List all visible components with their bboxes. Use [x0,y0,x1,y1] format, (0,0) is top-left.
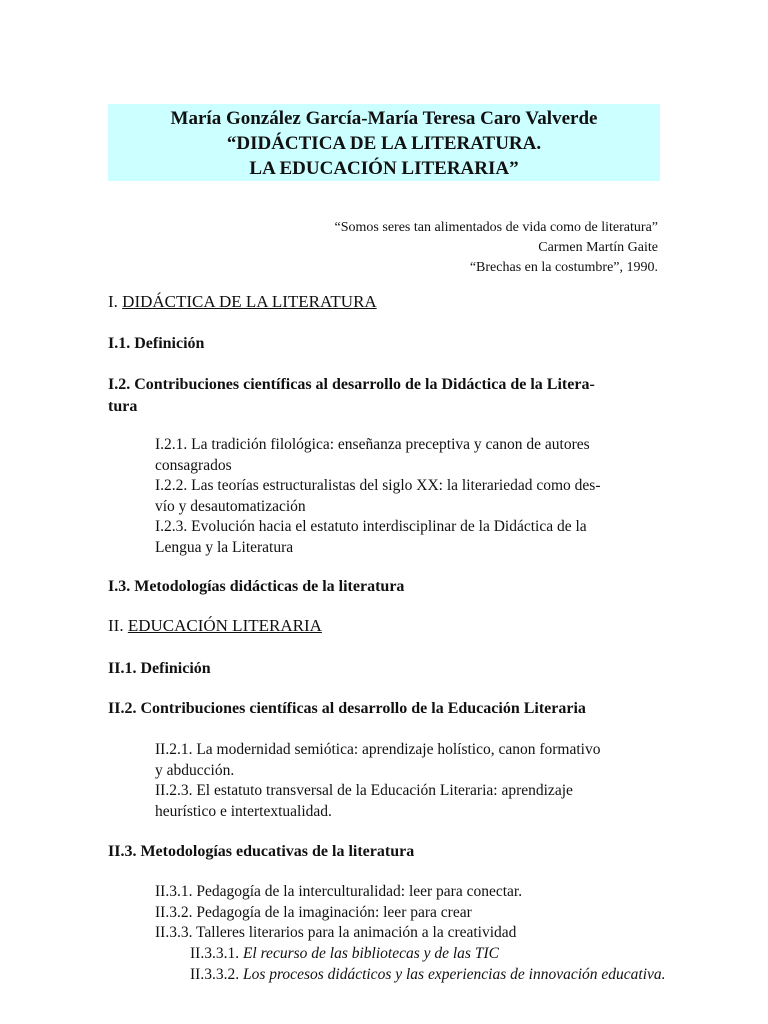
item-1-2-3-line-1: I.2.3. Evolución hacia el estatuto interdisciplinar de la Didáctica de la [155,518,587,535]
section-2-title: EDUCACIÓN LITERARIA [127,616,322,635]
subsection-1-1: I.1. Definición [108,335,205,352]
subsection-1-2-line-1: I.2. Contribuciones científicas al desarrollo de la Didáctica de la Litera- [108,376,595,393]
section-2-number: II. [108,616,124,635]
item-1-2-1-line-1: I.2.1. La tradición filológica: enseñanza preceptiva y canon de autores [155,436,590,453]
section-1-heading [108,292,377,312]
item-2-3-3-2-number: II.3.3.2. [190,966,240,983]
item-2-2-3-line-1: II.2.3. El estatuto transversal de la Educación Literaria: aprendizaje [155,782,573,799]
subsection-2-2: II.2. Contribuciones científicas al desarrollo de la Educación Literaria [108,700,586,717]
item-2-2-1-line-2: y abducción. [155,762,235,779]
item-1-2-2 [155,475,660,517]
authors: María González García-María Teresa Caro Valverde [170,108,598,129]
item-2-3-3-1 [190,943,499,964]
title-line-1: “DIDÁCTICA DE LA LITERATURA. [226,133,542,154]
subsection-2-1: II.1. Definición [108,660,211,677]
item-2-2-3-line-2: heurístico e intertextualidad. [155,803,332,820]
item-2-3-2: II.3.2. Pedagogía de la imaginación: leer para crear [155,904,472,921]
epigraph [335,218,658,278]
item-2-3-3-2-text: Los procesos didácticos y las experiencias de innovación educativa. [242,966,666,983]
item-2-2-1-line-1: II.2.1. La modernidad semiótica: aprendizaje holístico, canon formativo [155,741,601,758]
subsection-2-3: II.3. Metodologías educativas de la literatura [108,843,415,860]
item-2-2-1 [155,739,660,781]
title-line-2: LA EDUCACIÓN LITERARIA” [249,158,519,179]
subsection-1-2 [108,374,660,418]
item-1-2-2-line-1: I.2.2. Las teorías estructuralistas del siglo XX: la literariedad como des- [155,477,601,494]
section-1-number: I. [108,292,118,311]
item-1-2-2-line-2: vío y desautomatización [155,498,306,515]
item-2-3-3-1-text: El recurso de las bibliotecas y de las TIC [242,945,499,962]
epigraph-author: Carmen Martín Gaite [538,240,658,255]
section-1-title: DIDÁCTICA DE LA LITERATURA [122,292,377,311]
subsection-1-3: I.3. Metodologías didácticas de la literatura [108,578,405,595]
item-2-3-3-1-number: II.3.3.1. [190,945,240,962]
item-1-2-3 [155,516,660,558]
item-1-2-1-line-2: consagrados [155,457,232,474]
item-1-2-3-line-2: Lengua y la Literatura [155,539,294,556]
item-2-3-3: II.3.3. Talleres literarios para la animación a la creatividad [155,924,517,941]
subsection-1-2-line-2: tura [108,398,138,415]
item-2-3-3-2 [190,964,666,985]
section-2-heading [108,616,322,636]
epigraph-source: “Brechas en la costumbre”, 1990. [469,260,658,275]
epigraph-quote: “Somos seres tan alimentados de vida como de literatura” [334,220,658,235]
item-2-2-3 [155,780,660,822]
item-1-2-1 [155,434,660,476]
item-2-3-1: II.3.1. Pedagogía de la interculturalidad: leer para conectar. [155,883,523,900]
title-box [108,104,660,181]
